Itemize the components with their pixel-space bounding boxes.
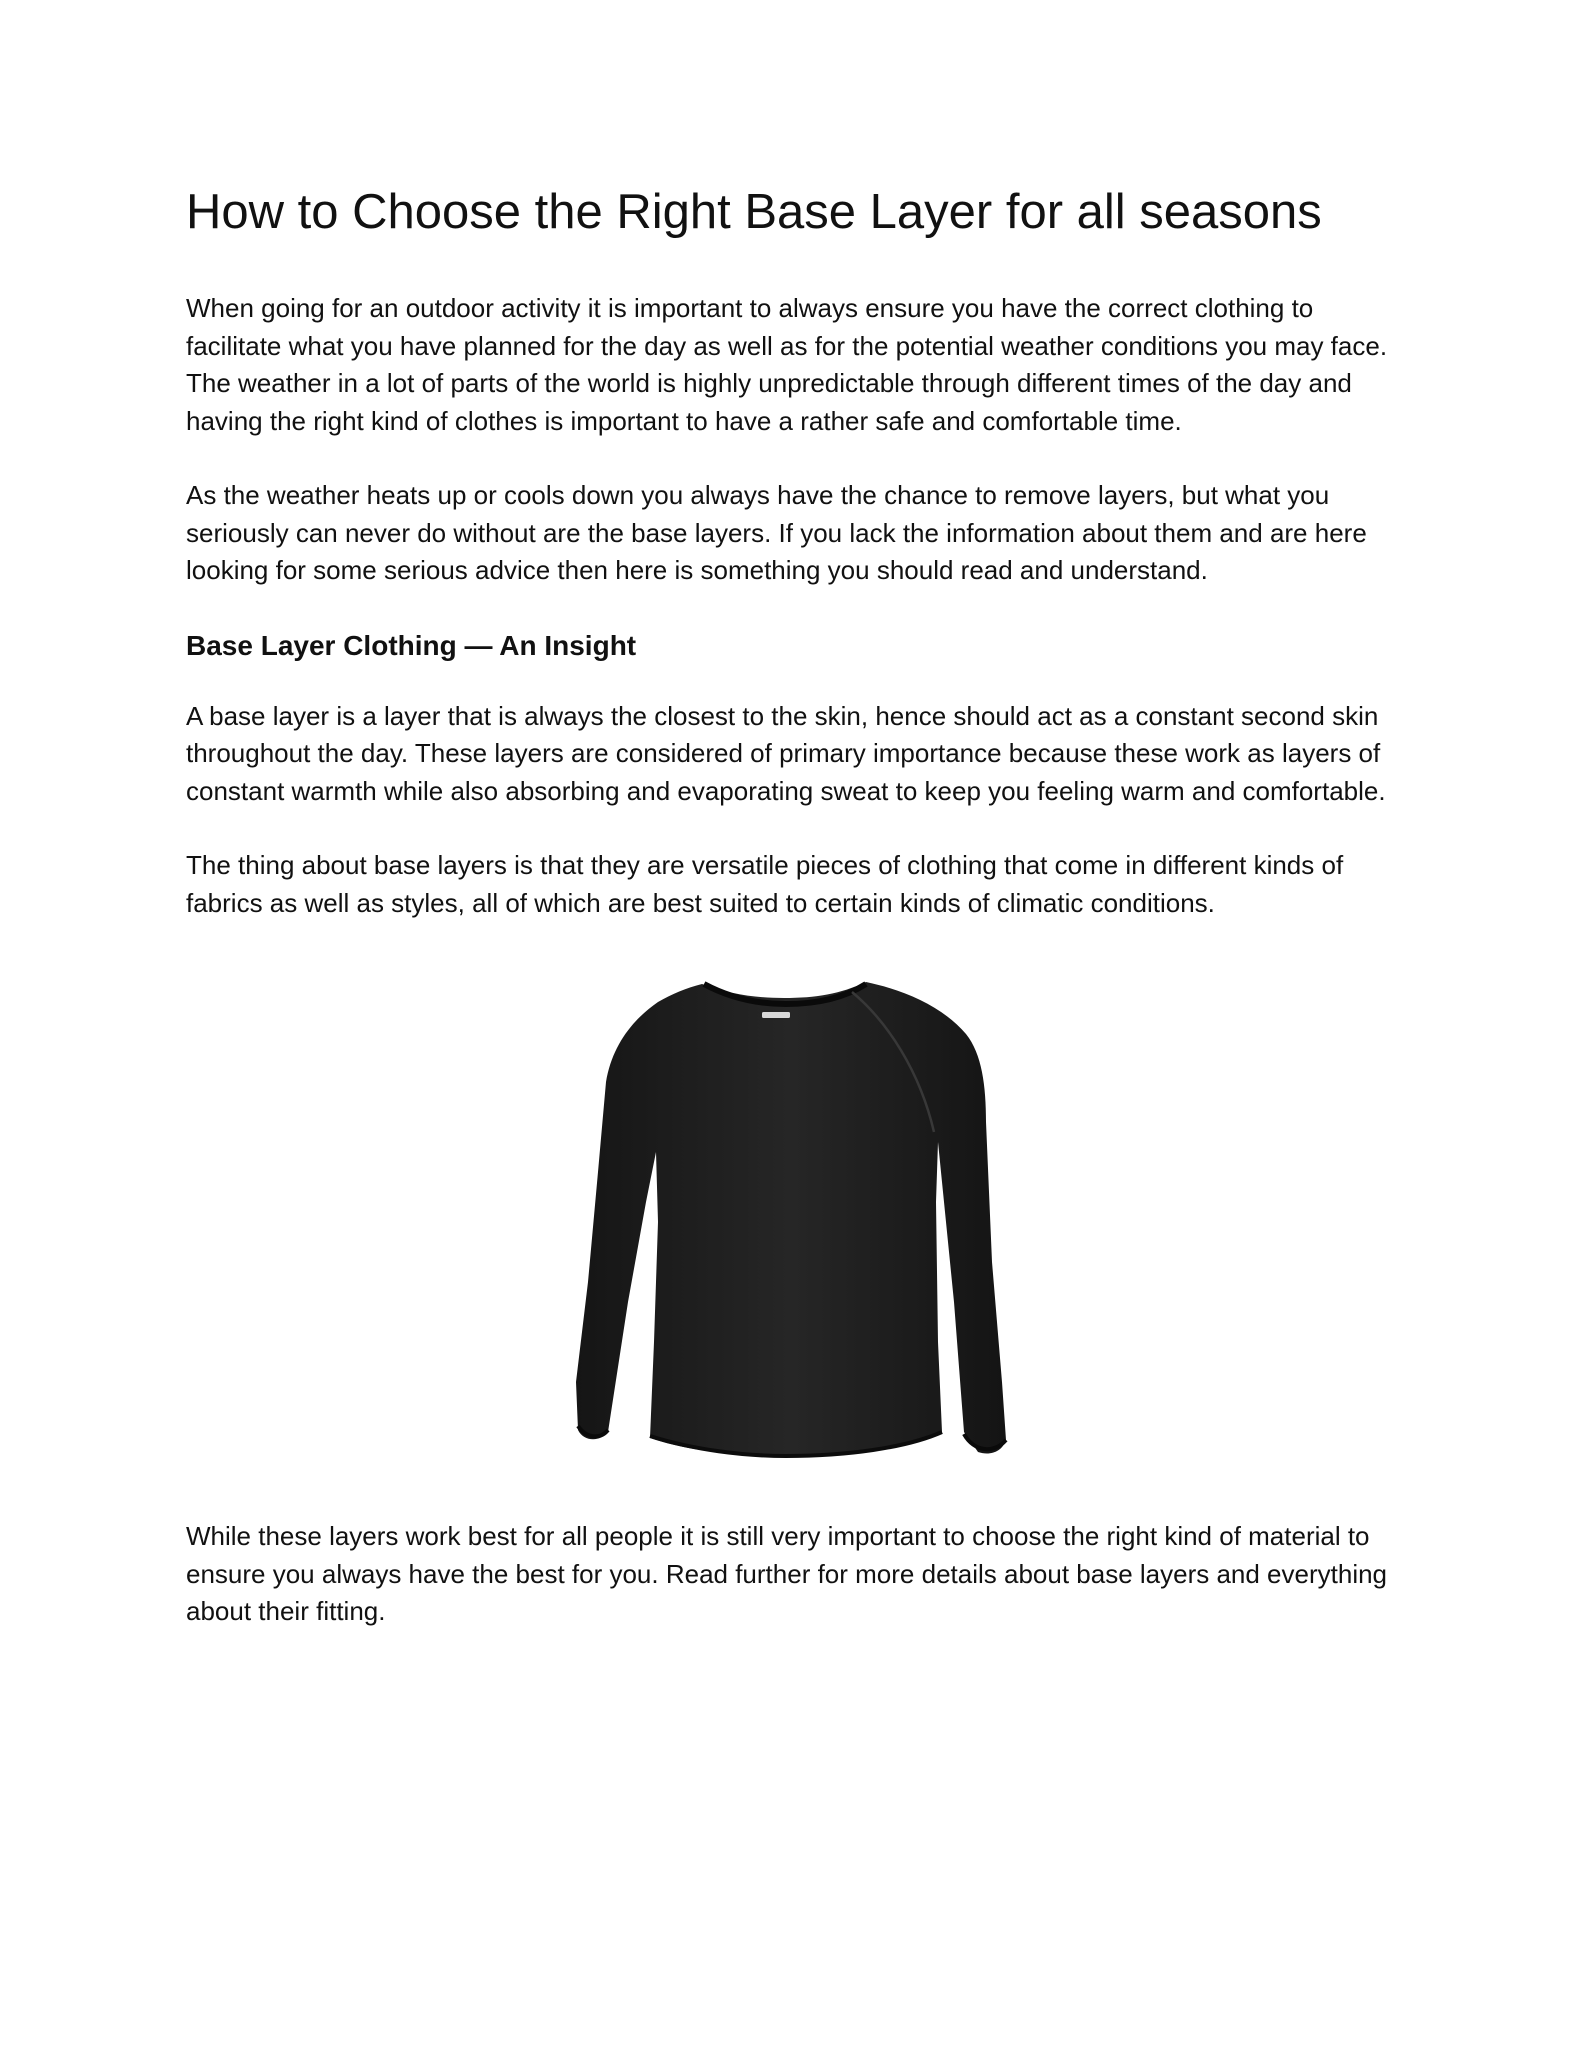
intro-paragraph: When going for an outdoor activity it is important to always ensure you have the correct clothing to facilitate what you have planned for the day as well as for the potential weather conditions you may face. The weather in a lot of parts of the world is highly unpredictable through different times of the day and having the right kind of clothes is important to have a rather safe and comfortable time. xyxy=(186,293,1388,436)
page-title: How to Choose the Right Base Layer for all seasons xyxy=(186,185,1322,239)
shirt-label xyxy=(762,1012,790,1018)
section-paragraph: A base layer is a layer that is always the closest to the skin, hence should act as a constant second skin throughout the day. These layers are considered of primary importance because these work as layers of constant warmth while also absorbing and evaporating sweat to keep you feeling warm and comfortable. xyxy=(186,700,1386,806)
intro-paragraph: As the weather heats up or cools down you always have the chance to remove layers, but what you seriously can never do without are the base layers. If you lack the information about them and are here looking for some serious advice then here is something you should read and understand. xyxy=(186,480,1367,585)
base-layer-shirt-icon xyxy=(554,962,1014,1482)
shirt-body xyxy=(576,982,1006,1456)
closing-paragraph: While these layers work best for all people it is still very important to choose the right kind of material to ensure you always have the best for you. Read further for more details about base layers and everything about their fitting. xyxy=(186,1521,1388,1626)
section-paragraph: The thing about base layers is that they are versatile pieces of clothing that come in different kinds of fabrics as well as styles, all of which are best suited to certain kinds of climatic conditions. xyxy=(186,850,1344,918)
shirt-image xyxy=(186,962,1401,1482)
document-page xyxy=(186,180,1401,1631)
section-heading: Base Layer Clothing — An Insight xyxy=(186,629,637,661)
